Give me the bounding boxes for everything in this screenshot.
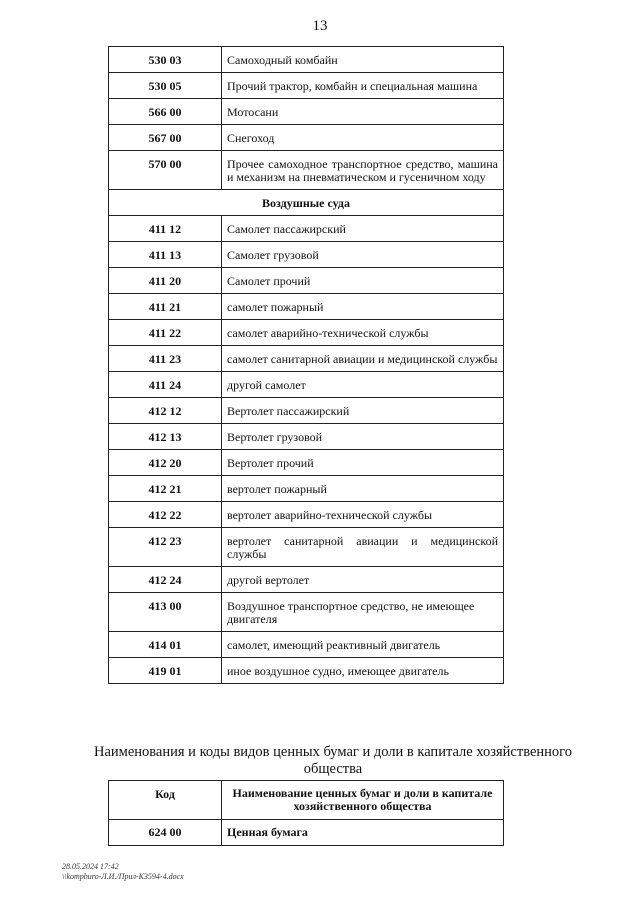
name-cell: Самолет пассажирский (222, 216, 504, 242)
name-cell: Вертолет прочий (222, 450, 504, 476)
table-row (109, 502, 504, 528)
vehicle-codes-table (108, 46, 504, 684)
name-cell: Воздушное транспортное средство, не имеющее двигателя (222, 593, 504, 632)
document-footer (62, 862, 184, 882)
section-row (109, 190, 504, 216)
code-cell: 411 24 (109, 372, 222, 398)
name-cell: Ценная бумага (222, 820, 504, 846)
code-cell: 413 00 (109, 593, 222, 632)
name-cell: Вертолет пассажирский (222, 398, 504, 424)
table-row (109, 398, 504, 424)
footer-path: \\kompburo-Л.И./Прил-К3594-4.docx (62, 872, 184, 881)
table-row (109, 216, 504, 242)
code-cell: 570 00 (109, 151, 222, 190)
code-cell: 411 12 (109, 216, 222, 242)
code-cell: 567 00 (109, 125, 222, 151)
code-cell: 566 00 (109, 99, 222, 125)
name-cell: Мотосани (222, 99, 504, 125)
code-cell: 411 13 (109, 242, 222, 268)
code-cell: 412 12 (109, 398, 222, 424)
name-cell: самолет, имеющий реактивный двигатель (222, 632, 504, 658)
code-cell: 411 22 (109, 320, 222, 346)
code-cell: 411 20 (109, 268, 222, 294)
name-cell: Самолет грузовой (222, 242, 504, 268)
table-row (109, 528, 504, 567)
name-cell: самолет аварийно-технической службы (222, 320, 504, 346)
table-row (109, 820, 504, 846)
code-cell: 412 22 (109, 502, 222, 528)
securities-heading: Наименования и коды видов ценных бумаг и доли в капитале хозяйственного общества (93, 744, 573, 777)
code-cell: 412 23 (109, 528, 222, 567)
code-cell: 411 23 (109, 346, 222, 372)
table-row (109, 567, 504, 593)
table-row (109, 47, 504, 73)
code-cell: 412 24 (109, 567, 222, 593)
name-cell: Самолет прочий (222, 268, 504, 294)
code-cell: 412 13 (109, 424, 222, 450)
table-row (109, 450, 504, 476)
table-row (109, 99, 504, 125)
table-row (109, 372, 504, 398)
table-row (109, 73, 504, 99)
footer-date: 28.05.2024 17:42 (62, 862, 119, 871)
name-cell: другой самолет (222, 372, 504, 398)
name-cell: самолет пожарный (222, 294, 504, 320)
code-cell: 624 00 (109, 820, 222, 846)
table-header-row (109, 781, 504, 820)
table-row (109, 125, 504, 151)
name-cell: вертолет аварийно-технической службы (222, 502, 504, 528)
name-cell: самолет санитарной авиации и медицинской службы (222, 346, 504, 372)
name-cell: Вертолет грузовой (222, 424, 504, 450)
header-name-cell: Наименование ценных бумаг и доли в капитале хозяйственного общества (222, 781, 504, 820)
table-row (109, 476, 504, 502)
name-cell: иное воздушное судно, имеющее двигатель (222, 658, 504, 684)
code-cell: 530 05 (109, 73, 222, 99)
section-heading: Воздушные суда (109, 190, 504, 216)
name-cell: другой вертолет (222, 567, 504, 593)
name-cell: вертолет санитарной авиации и медицинской службы (222, 528, 504, 567)
table-row (109, 151, 504, 190)
code-cell: 419 01 (109, 658, 222, 684)
header-code-cell: Код (109, 781, 222, 820)
table-row (109, 294, 504, 320)
code-cell: 530 03 (109, 47, 222, 73)
code-cell: 414 01 (109, 632, 222, 658)
code-cell: 411 21 (109, 294, 222, 320)
name-cell: Прочее самоходное транспортное средство, машина и механизм на пневматическом и гусеничном ходу (222, 151, 504, 190)
page-number: 13 (312, 18, 328, 34)
name-cell: Самоходный комбайн (222, 47, 504, 73)
table-row (109, 658, 504, 684)
code-cell: 412 21 (109, 476, 222, 502)
code-cell: 412 20 (109, 450, 222, 476)
name-cell: Снегоход (222, 125, 504, 151)
table-row (109, 242, 504, 268)
securities-codes-table (108, 780, 504, 846)
name-cell: Прочий трактор, комбайн и специальная машина (222, 73, 504, 99)
table-row (109, 632, 504, 658)
table-row (109, 268, 504, 294)
table-row (109, 346, 504, 372)
table-row (109, 320, 504, 346)
table-row (109, 593, 504, 632)
table-row (109, 424, 504, 450)
name-cell: вертолет пожарный (222, 476, 504, 502)
